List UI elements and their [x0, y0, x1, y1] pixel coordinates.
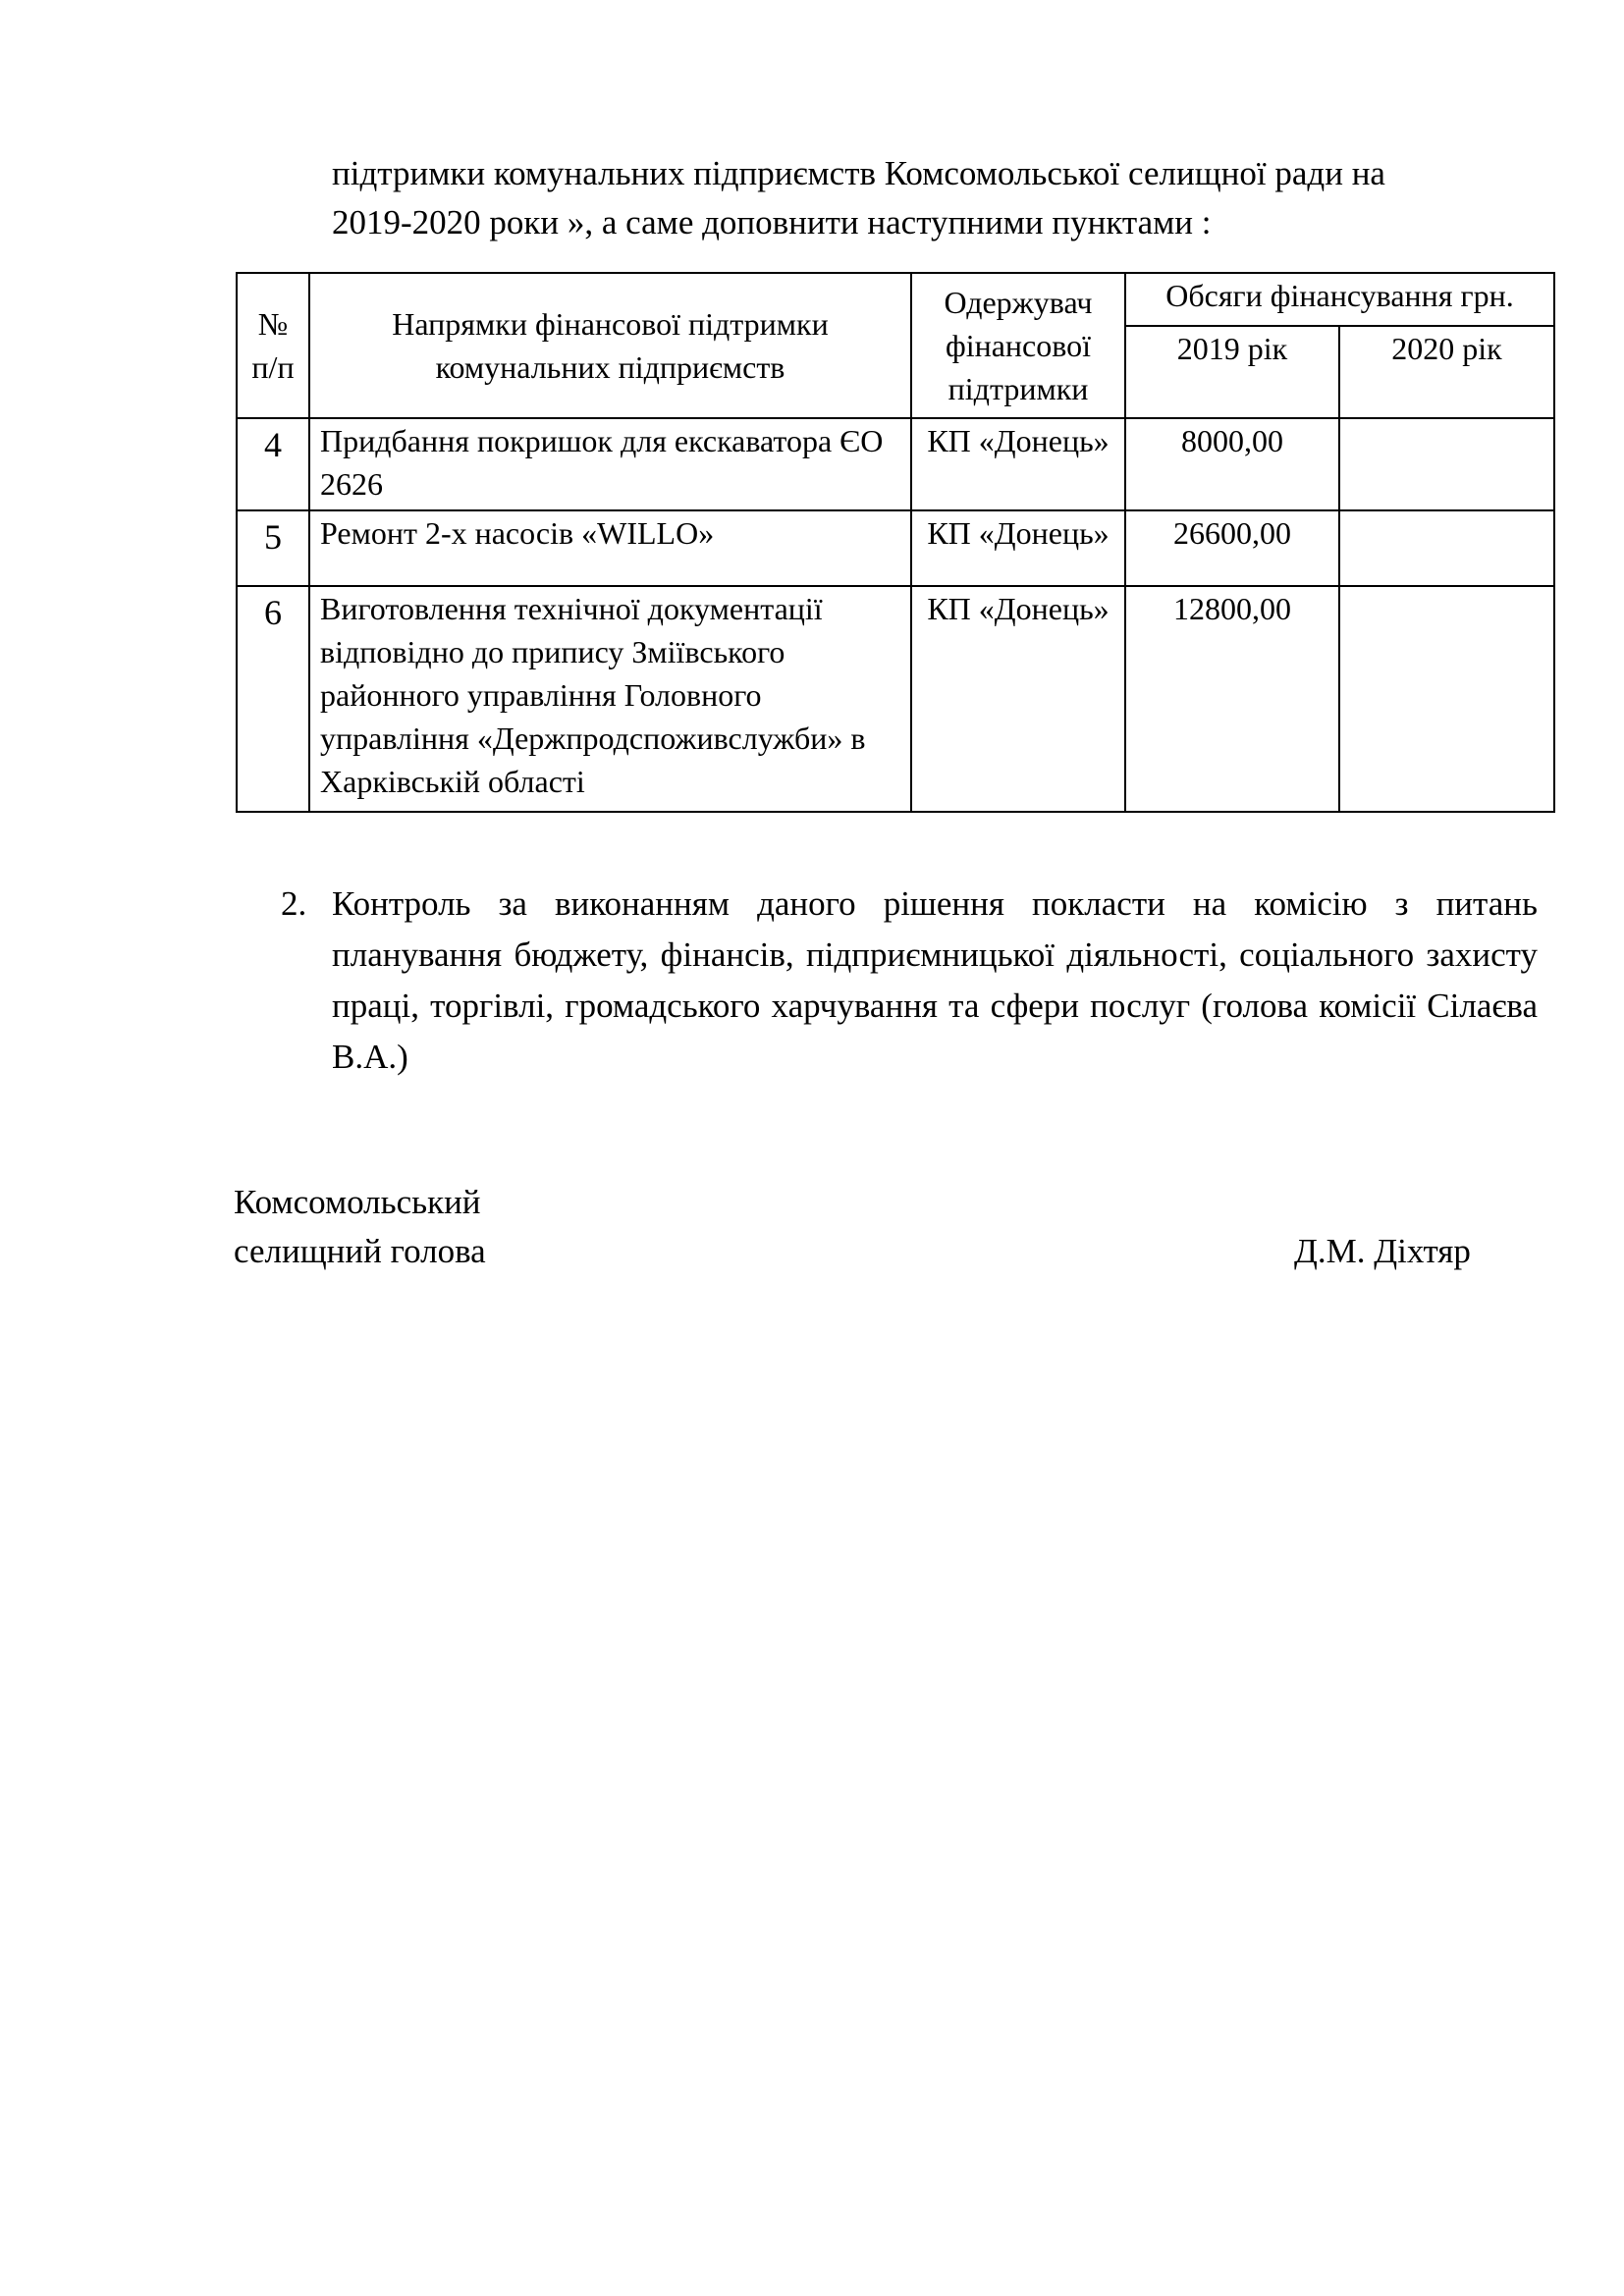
intro-line-1: підтримки комунальних підприємств Комсомольської селищної ради на	[332, 154, 1385, 192]
table-row	[237, 586, 1554, 812]
row-direction: Виготовлення технічної документації відповідно до припису Зміївського районного управління Головного управління «Держпродспоживслужби» в Харківській області	[309, 586, 911, 812]
row-recipient: КП «Донець»	[911, 418, 1125, 510]
signature-title-line-1: Комсомольський	[234, 1183, 481, 1221]
row-2020-value	[1339, 418, 1554, 510]
row-number: 6	[237, 586, 309, 812]
row-recipient: КП «Донець»	[911, 586, 1125, 812]
row-2020-value	[1339, 510, 1554, 586]
control-paragraph	[281, 879, 1538, 1083]
intro-line-2: 2019-2020 роки », а саме доповнити наступними пунктами :	[332, 203, 1212, 241]
header-volume: Обсяги фінансування грн.	[1125, 273, 1554, 326]
table-row	[237, 510, 1554, 586]
header-year-2019: 2019 рік	[1125, 326, 1339, 418]
row-direction: Ремонт 2-х насосів «WILLO»	[309, 510, 911, 586]
row-2020-value	[1339, 586, 1554, 812]
header-year-2020: 2020 рік	[1339, 326, 1554, 418]
header-direction: Напрямки фінансової підтримки комунальних підприємств	[309, 273, 911, 418]
signature-name: Д.М. Діхтяр	[1294, 1232, 1471, 1270]
control-text: Контроль за виконанням даного рішення покласти на комісію з питань планування бюджету, фінансів, підприємницької діяльності, соціального захисту праці, торгівлі, громадського харчування та сфери послуг (голова комісії Сілаєва В.А.)	[332, 884, 1538, 1076]
row-direction: Придбання покришок для екскаватора ЄО 2626	[309, 418, 911, 510]
header-num: № п/п	[237, 273, 309, 418]
row-recipient: КП «Донець»	[911, 510, 1125, 586]
row-2019-value: 26600,00	[1125, 510, 1339, 586]
table-row	[237, 418, 1554, 510]
control-number: 2.	[281, 884, 307, 923]
row-number: 5	[237, 510, 309, 586]
row-2019-value: 12800,00	[1125, 586, 1339, 812]
row-number: 4	[237, 418, 309, 510]
header-recipient: Одержувач фінансової підтримки	[911, 273, 1125, 418]
intro-paragraph	[332, 149, 1549, 247]
signature-block	[234, 1178, 1510, 1276]
financing-table	[236, 272, 1555, 813]
row-2019-value: 8000,00	[1125, 418, 1339, 510]
signature-title-line-2: селищний голова	[234, 1232, 486, 1270]
